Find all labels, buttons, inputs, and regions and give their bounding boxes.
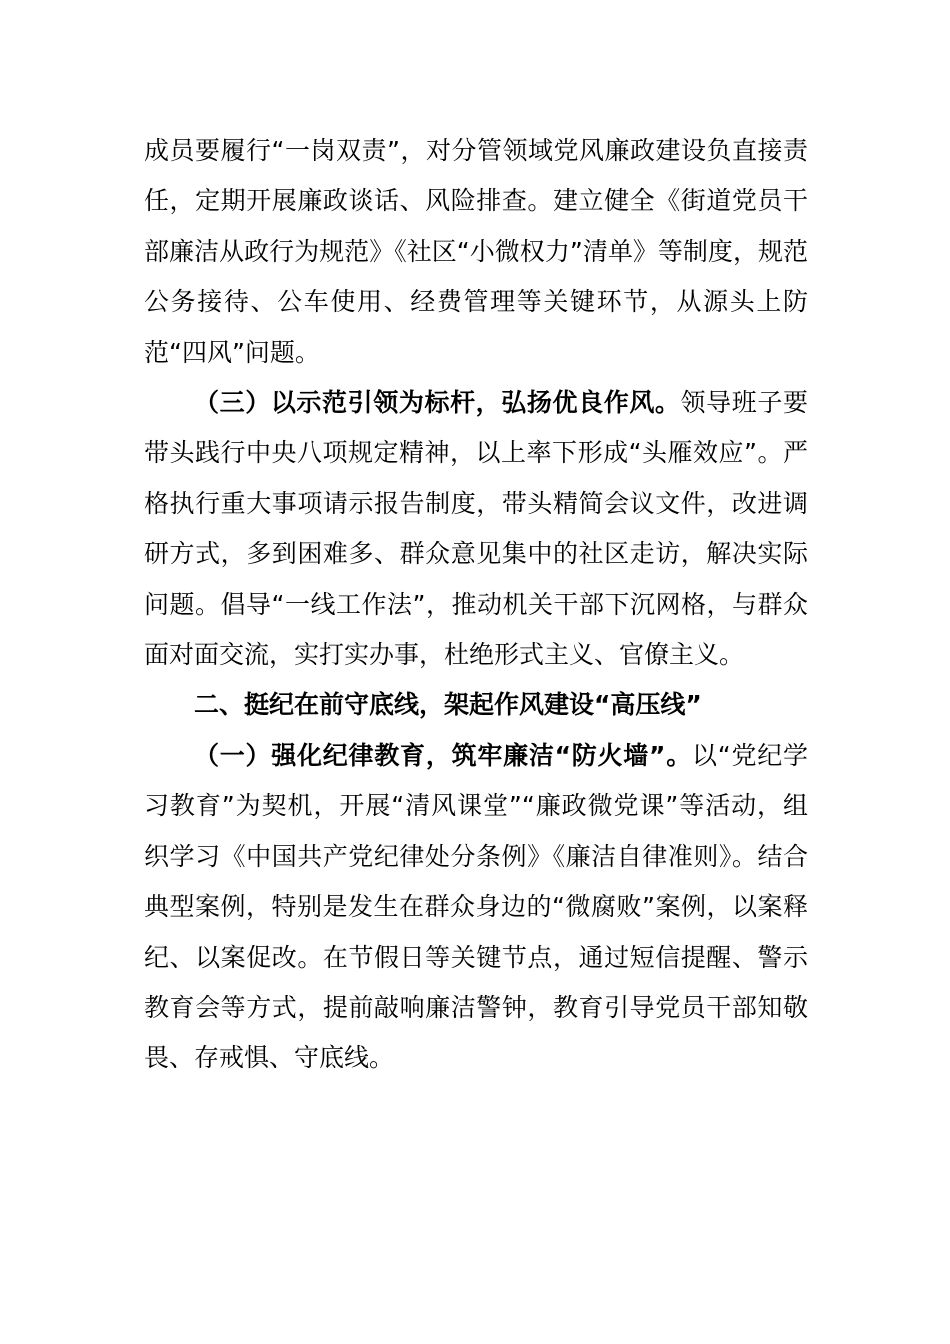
paragraph-continuation: [144, 126, 808, 378]
paragraph-text: 以“党纪学习教育”为契机，开展“清风课堂”“廉政微党课”等活动，组织学习《中国共产党纪律处分条例》《廉洁自律准则》。结合典型案例，特别是发生在群众身边的“微腐败”案例，以案释纪、以案促改。在节假日等关键节点，通过短信提醒、警示教育会等方式，提前敲响廉洁警钟，教育引导党员干部知敬畏、存戒惧、守底线。: [144, 740, 808, 1073]
section-heading-2: 二、挺纪在前守底线，架起作风建设“高压线”: [194, 690, 702, 720]
paragraph-lead-heading: （一）强化纪律教育，筑牢廉洁“防火墙”。: [194, 740, 693, 770]
paragraph-section-3: [144, 378, 808, 680]
paragraph-lead-heading: （三）以示范引领为标杆，弘扬优良作风。: [194, 388, 681, 418]
paragraph-text: 领导班子要带头践行中央八项规定精神，以上率下形成“头雁效应”。严格执行重大事项请示报告制度，带头精简会议文件，改进调研方式，多到困难多、群众意见集中的社区走访，解决实际问题。倡导“一线工作法”，推动机关干部下沉网格，与群众面对面交流，实打实办事，杜绝形式主义、官僚主义。: [144, 388, 808, 670]
document-page: [144, 126, 808, 1084]
paragraph-text: 成员要履行“一岗双责”，对分管领域党风廉政建设负直接责任，定期开展廉政谈话、风险排查。建立健全《街道党员干部廉洁从政行为规范》《社区“小微权力”清单》等制度，规范公务接待、公车使用、经费管理等关键环节，从源头上防范“四风”问题。: [144, 136, 808, 367]
paragraph-subsection-1: [144, 731, 808, 1084]
